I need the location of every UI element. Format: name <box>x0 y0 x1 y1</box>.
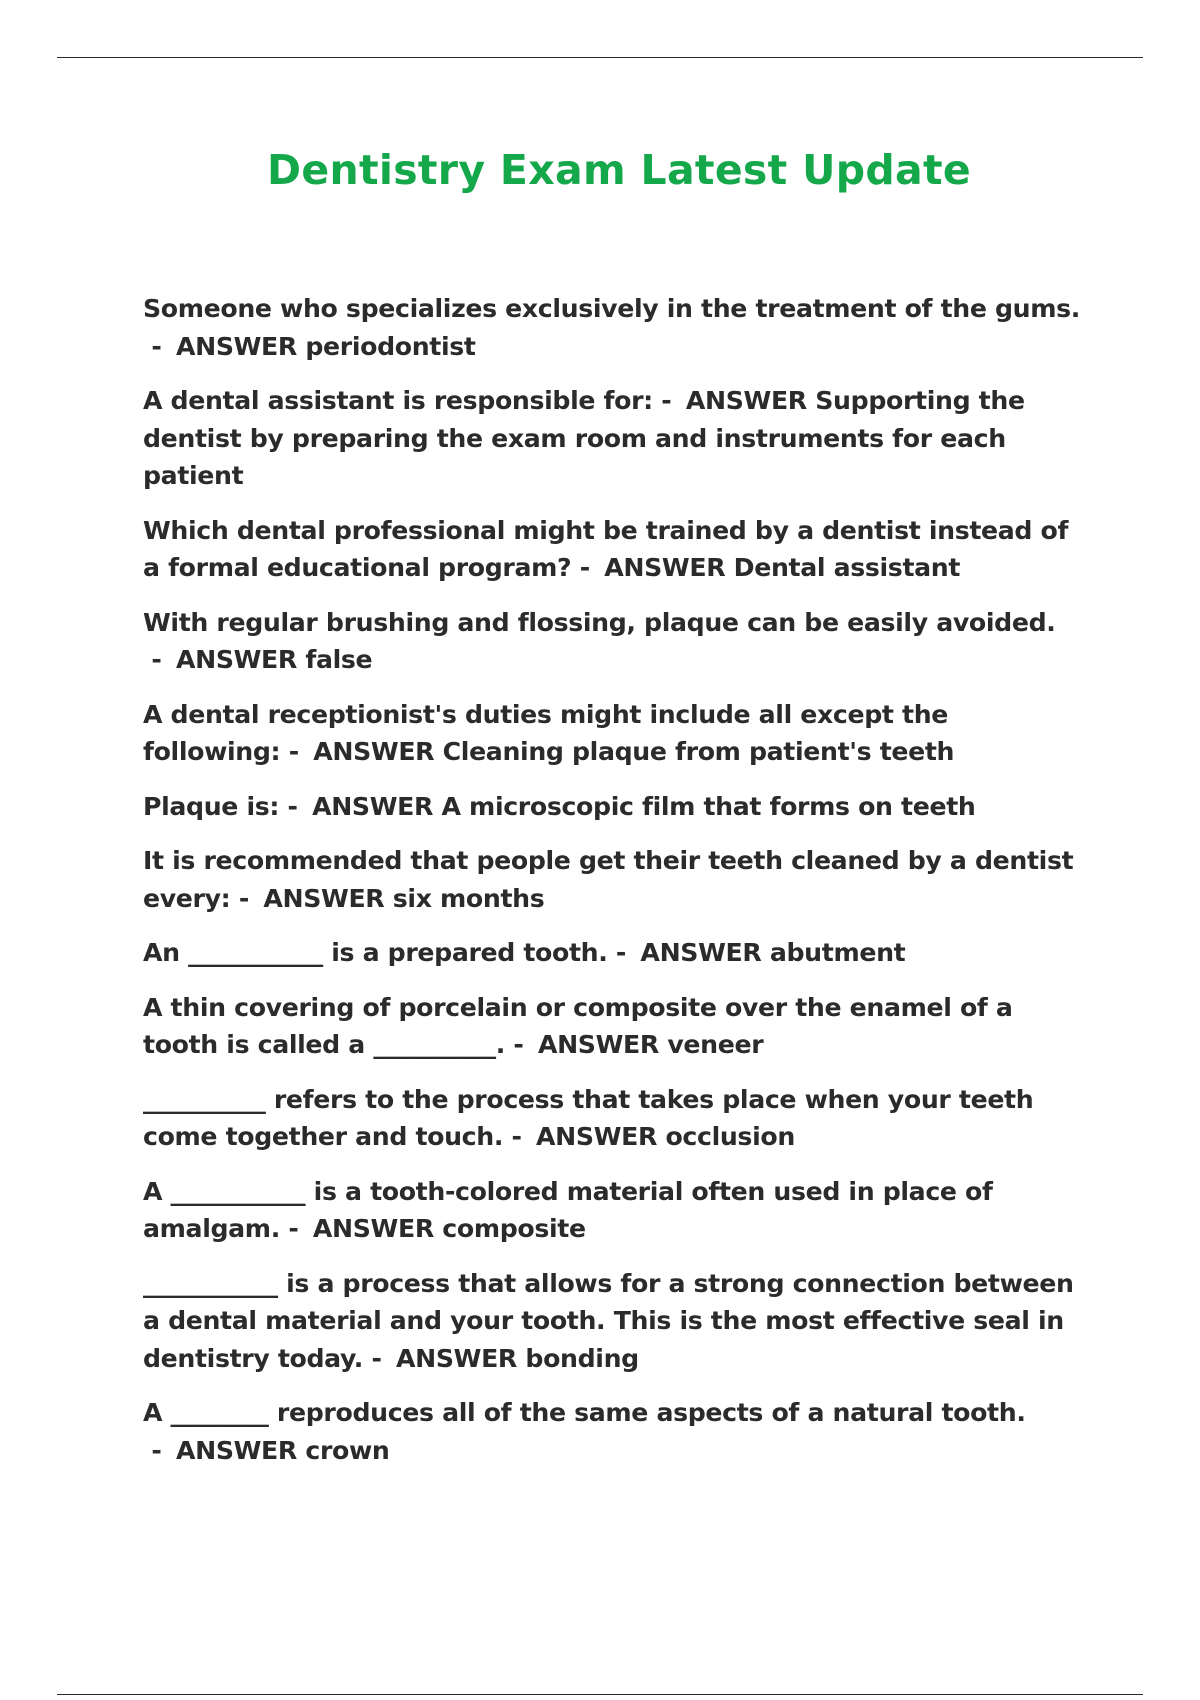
separator: - <box>279 1214 307 1243</box>
qa-item <box>143 1081 1093 1156</box>
separator: - <box>652 386 680 415</box>
answer-label: ANSWER <box>640 938 762 967</box>
qa-item <box>143 290 1093 365</box>
question-text: With regular brushing and flossing, plaque can be easily avoided. <box>143 607 1056 637</box>
separator: - <box>607 938 635 967</box>
answer-text: Dental assistant <box>733 553 961 582</box>
answer-text: veneer <box>667 1030 764 1059</box>
answer-label: ANSWER <box>175 331 297 361</box>
question-text: Plaque is: <box>143 791 280 821</box>
answer-text: six months <box>392 883 545 913</box>
answer-label: ANSWER <box>313 737 435 766</box>
question-text: __________ refers to the process that takes place when your teeth come together and touch. <box>143 1084 1034 1151</box>
qa-item <box>143 1173 1093 1248</box>
separator: - <box>143 645 170 674</box>
question-text: A ________ reproduces all of the same aspects of a natural tooth. <box>143 1398 1026 1427</box>
answer-label: ANSWER <box>395 1343 517 1373</box>
answer-text: Supporting the dentist by preparing the exam room and instruments for each patient <box>143 386 1025 490</box>
answer-text: abutment <box>769 938 906 967</box>
question-text: Which dental professional might be trained by a dentist instead of a formal educational program? <box>143 515 1069 582</box>
separator: - <box>363 1343 390 1373</box>
bottom-rule <box>57 1694 1143 1695</box>
answer-text: bonding <box>525 1343 639 1373</box>
answer-label: ANSWER <box>604 553 726 582</box>
separator: - <box>143 1435 170 1465</box>
qa-item <box>143 696 1093 771</box>
separator: - <box>571 553 599 582</box>
qa-item <box>143 842 1093 917</box>
answer-label: ANSWER <box>537 1030 659 1059</box>
answer-label: ANSWER <box>685 386 807 415</box>
answer-label: ANSWER <box>175 645 297 674</box>
question-text: A thin covering of porcelain or composite over the enamel of a tooth is called a __________. <box>143 992 1013 1059</box>
question-text: A ___________ is a tooth-colored material often used in place of amalgam. <box>143 1176 993 1243</box>
answer-text: A microscopic film that forms on teeth <box>441 791 976 821</box>
answer-text: composite <box>442 1214 586 1243</box>
separator: - <box>143 331 170 361</box>
top-rule <box>57 57 1143 58</box>
answer-text: false <box>305 645 373 674</box>
answer-text: crown <box>305 1435 390 1465</box>
qa-item <box>143 1265 1093 1378</box>
question-text: A dental assistant is responsible for: <box>143 386 653 415</box>
answer-label: ANSWER <box>312 1214 434 1243</box>
qa-item <box>143 989 1093 1064</box>
separator: - <box>503 1122 531 1151</box>
separator: - <box>280 737 308 766</box>
answer-text: Cleaning plaque from patient's teeth <box>442 737 955 766</box>
separator: - <box>504 1030 532 1059</box>
answer-label: ANSWER <box>536 1122 658 1151</box>
separator: - <box>230 883 258 913</box>
answer-label: ANSWER <box>175 1435 297 1465</box>
question-text: ___________ is a process that allows for a strong connection between a dental material and your tooth. This is the most effective seal in dentistry today. <box>143 1268 1074 1373</box>
answer-label: ANSWER <box>263 883 385 913</box>
qa-item <box>143 788 1093 826</box>
question-text: An ___________ is a prepared tooth. <box>143 938 608 967</box>
answer-text: periodontist <box>305 331 476 361</box>
qa-list <box>143 290 1093 1486</box>
answer-label: ANSWER <box>312 791 434 821</box>
qa-item <box>143 512 1093 587</box>
separator: - <box>279 791 307 821</box>
answer-text: occlusion <box>665 1122 795 1151</box>
qa-item <box>143 1394 1093 1469</box>
question-text: Someone who specializes exclusively in the treatment of the gums. <box>143 294 1081 323</box>
qa-item <box>143 934 1093 972</box>
qa-item <box>143 604 1093 679</box>
question-text: A dental receptionist's duties might include all except the following: <box>143 699 949 766</box>
question-text: It is recommended that people get their teeth cleaned by a dentist every: <box>143 846 1074 913</box>
page-title: Dentistry Exam Latest Update <box>267 146 971 194</box>
qa-item <box>143 382 1093 495</box>
